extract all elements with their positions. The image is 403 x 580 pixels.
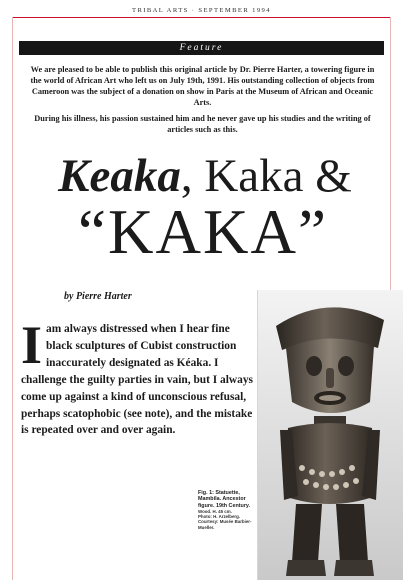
drop-cap: I: [21, 315, 43, 375]
statuette-illustration: [258, 290, 403, 580]
article-body: [21, 315, 253, 439]
running-header: TRIBAL ARTS · SEPTEMBER 1994: [132, 7, 271, 14]
caption-line-2: Photo: H. Arzelberg.: [198, 514, 241, 520]
page-edge-left: [12, 17, 13, 580]
article-title-line-2: “KAKA”: [78, 197, 328, 267]
title-kaka: , Kaka &: [180, 150, 352, 202]
article-title-line-1: [20, 150, 390, 202]
caption-title: Fig. 1: Statuette, Mambila. Ancestor figure. 19th Century.: [198, 490, 251, 509]
intro-paragraph-1: We are pleased to be able to publish this original article by Dr. Pierre Harter, a towering figure in the world of African Art who left us on July 19th, 1991. His outstanding collection of objects from Cameroon was the subject of a donation on show in Paris at the Museum of African and Oceanic Arts.: [30, 65, 375, 107]
photo-caption: [198, 490, 258, 530]
intro-paragraph-2: During his illness, his passion sustained him and he never gave up his studies and the writing of articles such as this.: [34, 114, 371, 134]
intro-text: [30, 64, 375, 140]
statuette-photo: [257, 290, 403, 580]
byline: by Pierre Harter: [64, 291, 132, 302]
header-rule: [12, 17, 391, 18]
caption-line-3: Courtesy: Musée Barbier-Mueller.: [198, 519, 252, 530]
title-keaka: Keaka: [58, 150, 181, 202]
caption-line-1: Wood. H. 45 cm.: [198, 508, 232, 514]
article-paragraph: am always distressed when I hear fine black sculptures of Cubist construction inaccurately designated as Kéaka. I challenge the guilty parties in vain, but I always come up against a kind of unconscious refusal, perhaps scatophobic (see note), and the mistake is repeated over and over again.: [21, 323, 253, 437]
feature-banner: Feature: [19, 41, 384, 55]
